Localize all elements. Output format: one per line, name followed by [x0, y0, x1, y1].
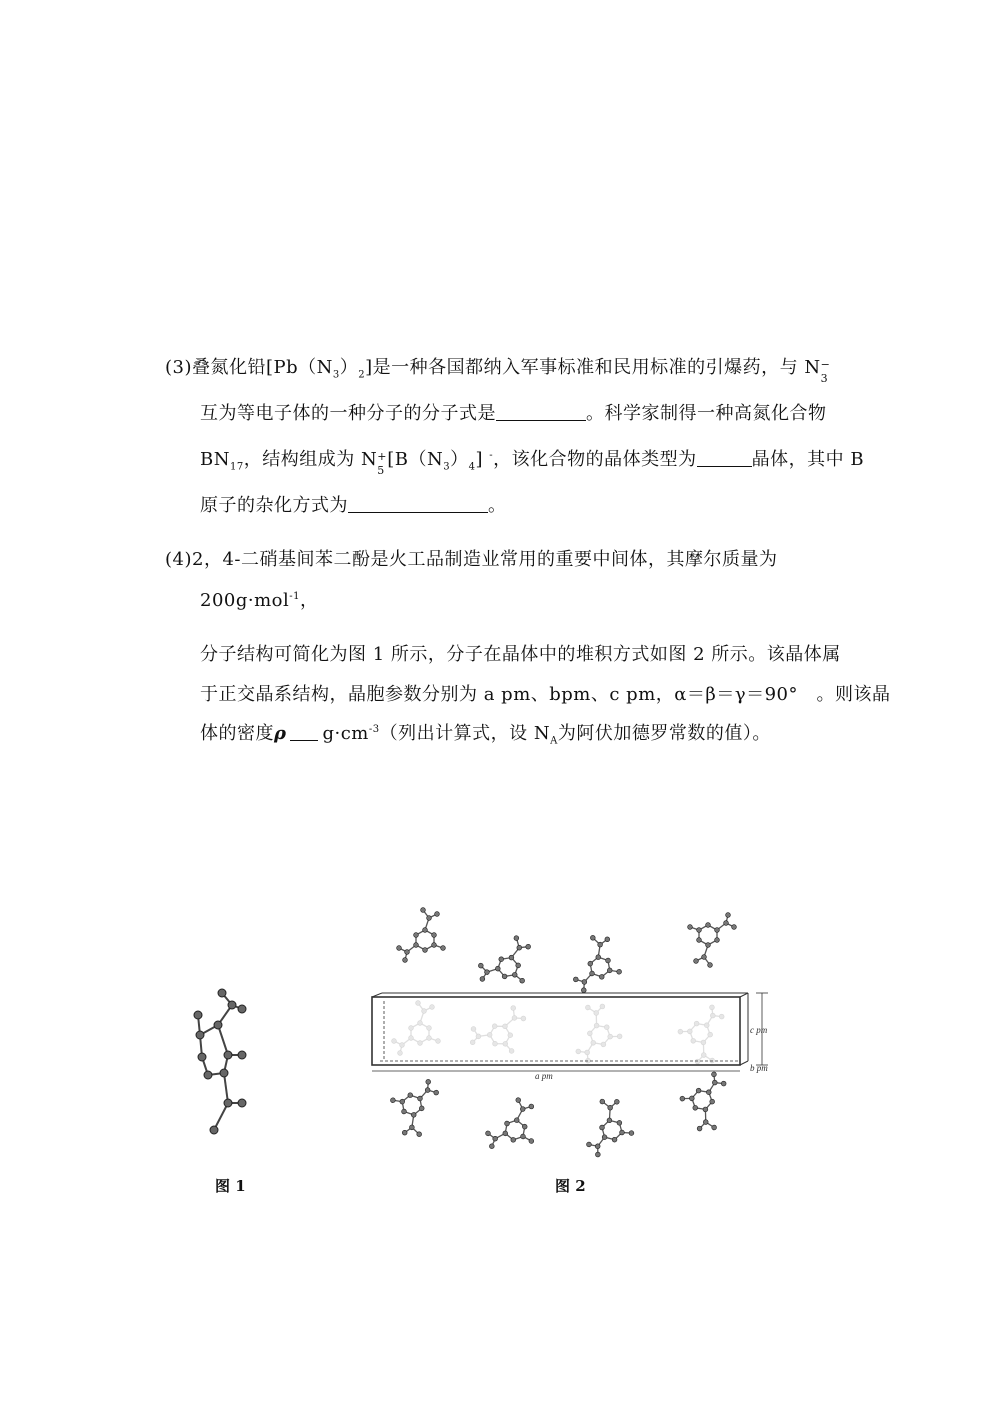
q3-text: 互为等电子体的一种分子的分子式是: [200, 403, 496, 424]
q3-number: (3): [165, 357, 192, 378]
q4-sub: A: [550, 735, 558, 747]
q4-line-3: [200, 643, 841, 667]
q3-text: 原子的杂化方式为: [200, 495, 348, 516]
q3-sup: -: [489, 450, 494, 461]
answer-blank-density[interactable]: [290, 722, 318, 741]
q4-text: 200g·mol: [200, 590, 290, 611]
q3-line-2: [200, 402, 827, 426]
q3-text: 叠氮化铅[Pb（N: [192, 357, 333, 378]
rho-symbol: ρ: [274, 723, 287, 744]
figure-2-crystal-packing: [350, 905, 790, 1165]
q3-text: ，结构组成为 N: [243, 449, 378, 470]
q4-line-5: [200, 722, 771, 746]
q4-text: （列出计算式，设 N: [379, 723, 551, 744]
q3-sub: 17: [229, 461, 244, 473]
q4-text: ，: [300, 590, 319, 611]
q3-text: ]: [475, 449, 490, 470]
figure-2-caption: 图 2: [555, 1177, 586, 1195]
fig2-b-label: b pm: [750, 1063, 768, 1073]
fig2-a-label: a pm: [535, 1071, 553, 1081]
q3-text: ，该化合物的晶体类型为: [493, 449, 697, 470]
answer-blank-molecule[interactable]: [496, 402, 586, 421]
q3-text: 晶体，其中 B: [751, 449, 865, 470]
q3-sub: 4: [468, 461, 476, 473]
q3-sub: 3: [332, 369, 340, 381]
q4-sup: -3: [368, 724, 380, 735]
q4-text: 于正交晶系结构，晶胞参数分别为 a pm、bpm、c pm，α＝β＝γ＝90° 。则该晶: [200, 684, 891, 705]
q4-text: 为阿伏加德罗常数的值）。: [557, 723, 771, 744]
q4-text: 体的密度: [200, 723, 274, 744]
q4-sup: -1: [289, 591, 301, 602]
q3-line-1: [165, 356, 831, 385]
q4-text: 分子结构可简化为图 1 所示，分子在晶体中的堆积方式如图 2 所示。该晶体属: [200, 644, 841, 665]
q4-number: (4): [165, 549, 192, 570]
q3-sub: 2: [358, 369, 366, 381]
q4-line-4: [200, 683, 891, 707]
q3-text: ）: [450, 449, 469, 470]
q4-line-2: [200, 589, 319, 613]
q3-text: ）: [339, 357, 359, 378]
q3-text: [B（N: [387, 449, 444, 470]
q4-text: g·cm: [322, 723, 369, 744]
q3-text: ]是一种各国都纳入军事标准和民用标准的引爆药，与 N: [365, 357, 821, 378]
n5-ion-script: + 5: [377, 450, 387, 477]
answer-blank-hybridization[interactable]: [348, 494, 488, 513]
figure-1-caption: 图 1: [215, 1177, 246, 1195]
q3-text: BN: [200, 449, 230, 470]
q4-line-1: [165, 548, 777, 572]
q3-sub: 3: [443, 461, 451, 473]
q3-text: 。科学家制得一种高氮化合物: [586, 403, 827, 424]
figure-1-molecule: [180, 975, 260, 1140]
answer-blank-crystal-type[interactable]: [697, 448, 752, 467]
q3-line-3: [200, 448, 865, 477]
q4-text: 2，4-二硝基间苯二酚是火工品制造业常用的重要中间体，其摩尔质量为: [192, 549, 778, 570]
azide-ion-script: − 3: [820, 358, 831, 385]
fig2-c-label: c pm: [750, 1025, 768, 1035]
q3-text: 。: [488, 495, 507, 516]
q3-line-4: [200, 494, 507, 518]
